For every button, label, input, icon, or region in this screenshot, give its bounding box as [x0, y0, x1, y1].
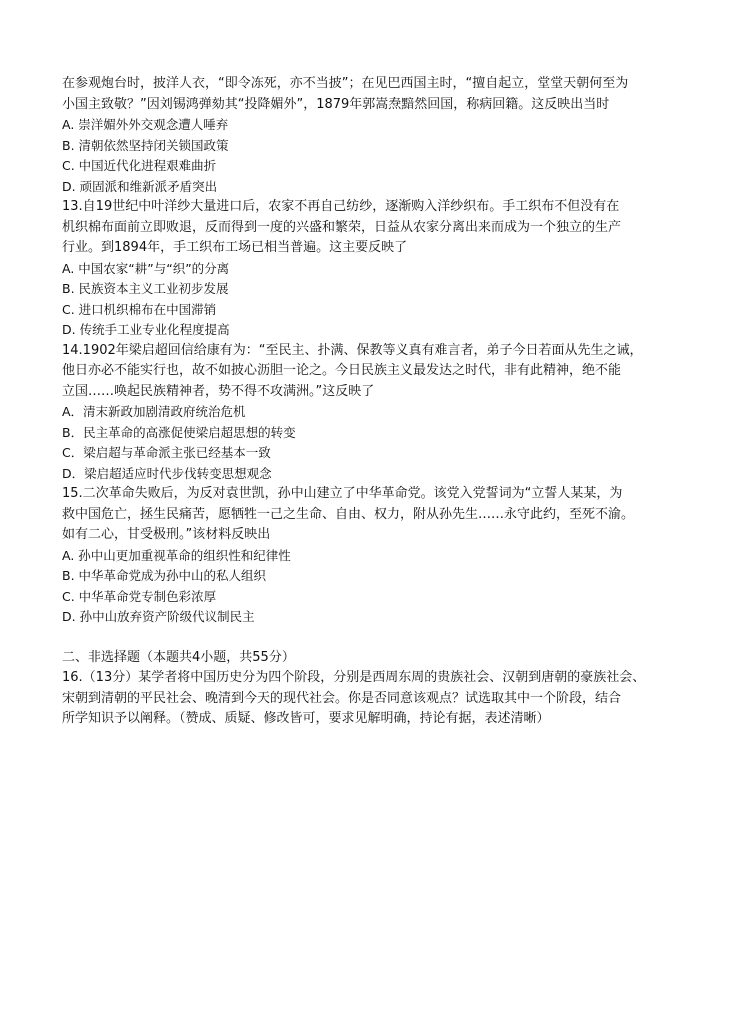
question-12 [62, 74, 684, 197]
question-16-stem-line-3: 所学知识予以阐释。（赞成、质疑、修改皆可，要求见解明确，持论有据，表述清晰） [62, 711, 550, 726]
section-spacer [62, 628, 684, 648]
question-15-option-c: C. 中华革命党专制色彩浓厚 [62, 588, 217, 604]
question-14-option-c: C．梁启超与革命派主张已经基本一致 [62, 445, 271, 460]
question-15-option-d: D. 孙中山放弃资产阶级代议制民主 [62, 609, 255, 624]
question-12-option-b: B. 清朝依然坚持闭关锁国政策 [62, 137, 229, 153]
question-14 [62, 341, 684, 485]
question-13 [62, 197, 684, 341]
question-14-option-d: D．梁启超适应时代步伐转变思想观念 [62, 465, 272, 481]
question-14-stem-line-3: 立国……唤起民族精神者，势不得不攻满洲。”这反映了 [62, 383, 375, 399]
question-12-option-d: D. 顽固派和维新派矛盾突出 [62, 178, 218, 194]
question-13-option-a: A. 中国农家“耕”与“织”的分离 [62, 260, 230, 276]
question-15-stem-line-1: 15.二次革命失败后，为反对袁世凯，孙中山建立了中华革命党。该党入党誓词为“立誓人某某，为 [62, 486, 623, 501]
section-2-heading: 二、非选择题（本题共4小题，共55分） [62, 649, 295, 665]
question-15-stem-line-3: 如有二心，甘受极刑。”该材料反映出 [62, 527, 271, 542]
question-15-stem-line-2: 救中国危亡，拯生民痛苦，愿牺牲一己之生命、自由、权力，附从孙先生……永守此约，至死不渝。 [62, 506, 635, 522]
question-15-option-a: A. 孙中山更加重视革命的组织性和纪律性 [62, 547, 291, 563]
question-13-stem-line-3: 行业。到1894年，手工织布工场已相当普遍。这主要反映了 [62, 240, 408, 255]
question-13-option-d: D. 传统手工业专业化程度提高 [62, 322, 230, 337]
question-12-stem-line-1: 在参观炮台时，披洋人衣，“即令冻死，亦不当披”；在见巴西国主时，“擅自起立，堂堂天朝何至为 [62, 76, 629, 91]
question-16-stem-line-1: 16.（13分）某学者将中国历史分为四个阶段，分别是西周东周的贵族社会、汉朝到唐朝的豪族社会、 [62, 670, 646, 685]
question-14-option-a: A．清末新政加剧清政府统治危机 [62, 404, 246, 419]
question-13-stem-line-1: 13.自19世纪中叶洋纱大量进口后，农家不再自己纺纱，逐渐购入洋纱织布。手工织布不但没有在 [62, 199, 620, 214]
question-12-option-c: C. 中国近代化进程艰难曲折 [62, 158, 217, 173]
question-14-stem-line-2: 他日亦必不能实行也，故不如披心沥胆一论之。今日民族主义最发达之时代，非有此精神，绝不能 [62, 363, 622, 378]
question-15 [62, 484, 684, 628]
exam-page [62, 74, 684, 730]
question-16-stem-line-2: 宋朝到清朝的平民社会、晚清到今天的现代社会。你是否同意该观点？试选取其中一个阶段，结合 [62, 690, 622, 706]
question-13-stem-line-2: 机织棉布面前立即败退，反而得到一度的兴盛和繁荣，日益从农家分离出来而成为一个独立的生产 [62, 219, 622, 235]
question-15-option-b: B. 中华革命党成为孙中山的私人组织 [62, 568, 267, 583]
question-14-stem-line-1: 14.1902年梁启超回信给康有为：“至民主、扑满、保教等义真有难言者，弟子今日若面从先生之诫， [62, 342, 643, 358]
question-14-option-b: B．民主革命的高涨促使梁启超思想的转变 [62, 424, 296, 440]
question-13-option-b: B. 民族资本主义工业初步发展 [62, 281, 229, 296]
question-16 [62, 668, 684, 730]
question-12-stem-line-2: 小国主致敬？”因刘锡鸿弹劾其“投降媚外”，1879年郭嵩焘黯然回国，称病回籍。这反映出当时 [62, 96, 610, 112]
question-13-option-c: C. 进口机织棉布在中国滞销 [62, 301, 217, 317]
question-12-option-a: A. 崇洋媚外外交观念遭人唾弃 [62, 117, 229, 132]
